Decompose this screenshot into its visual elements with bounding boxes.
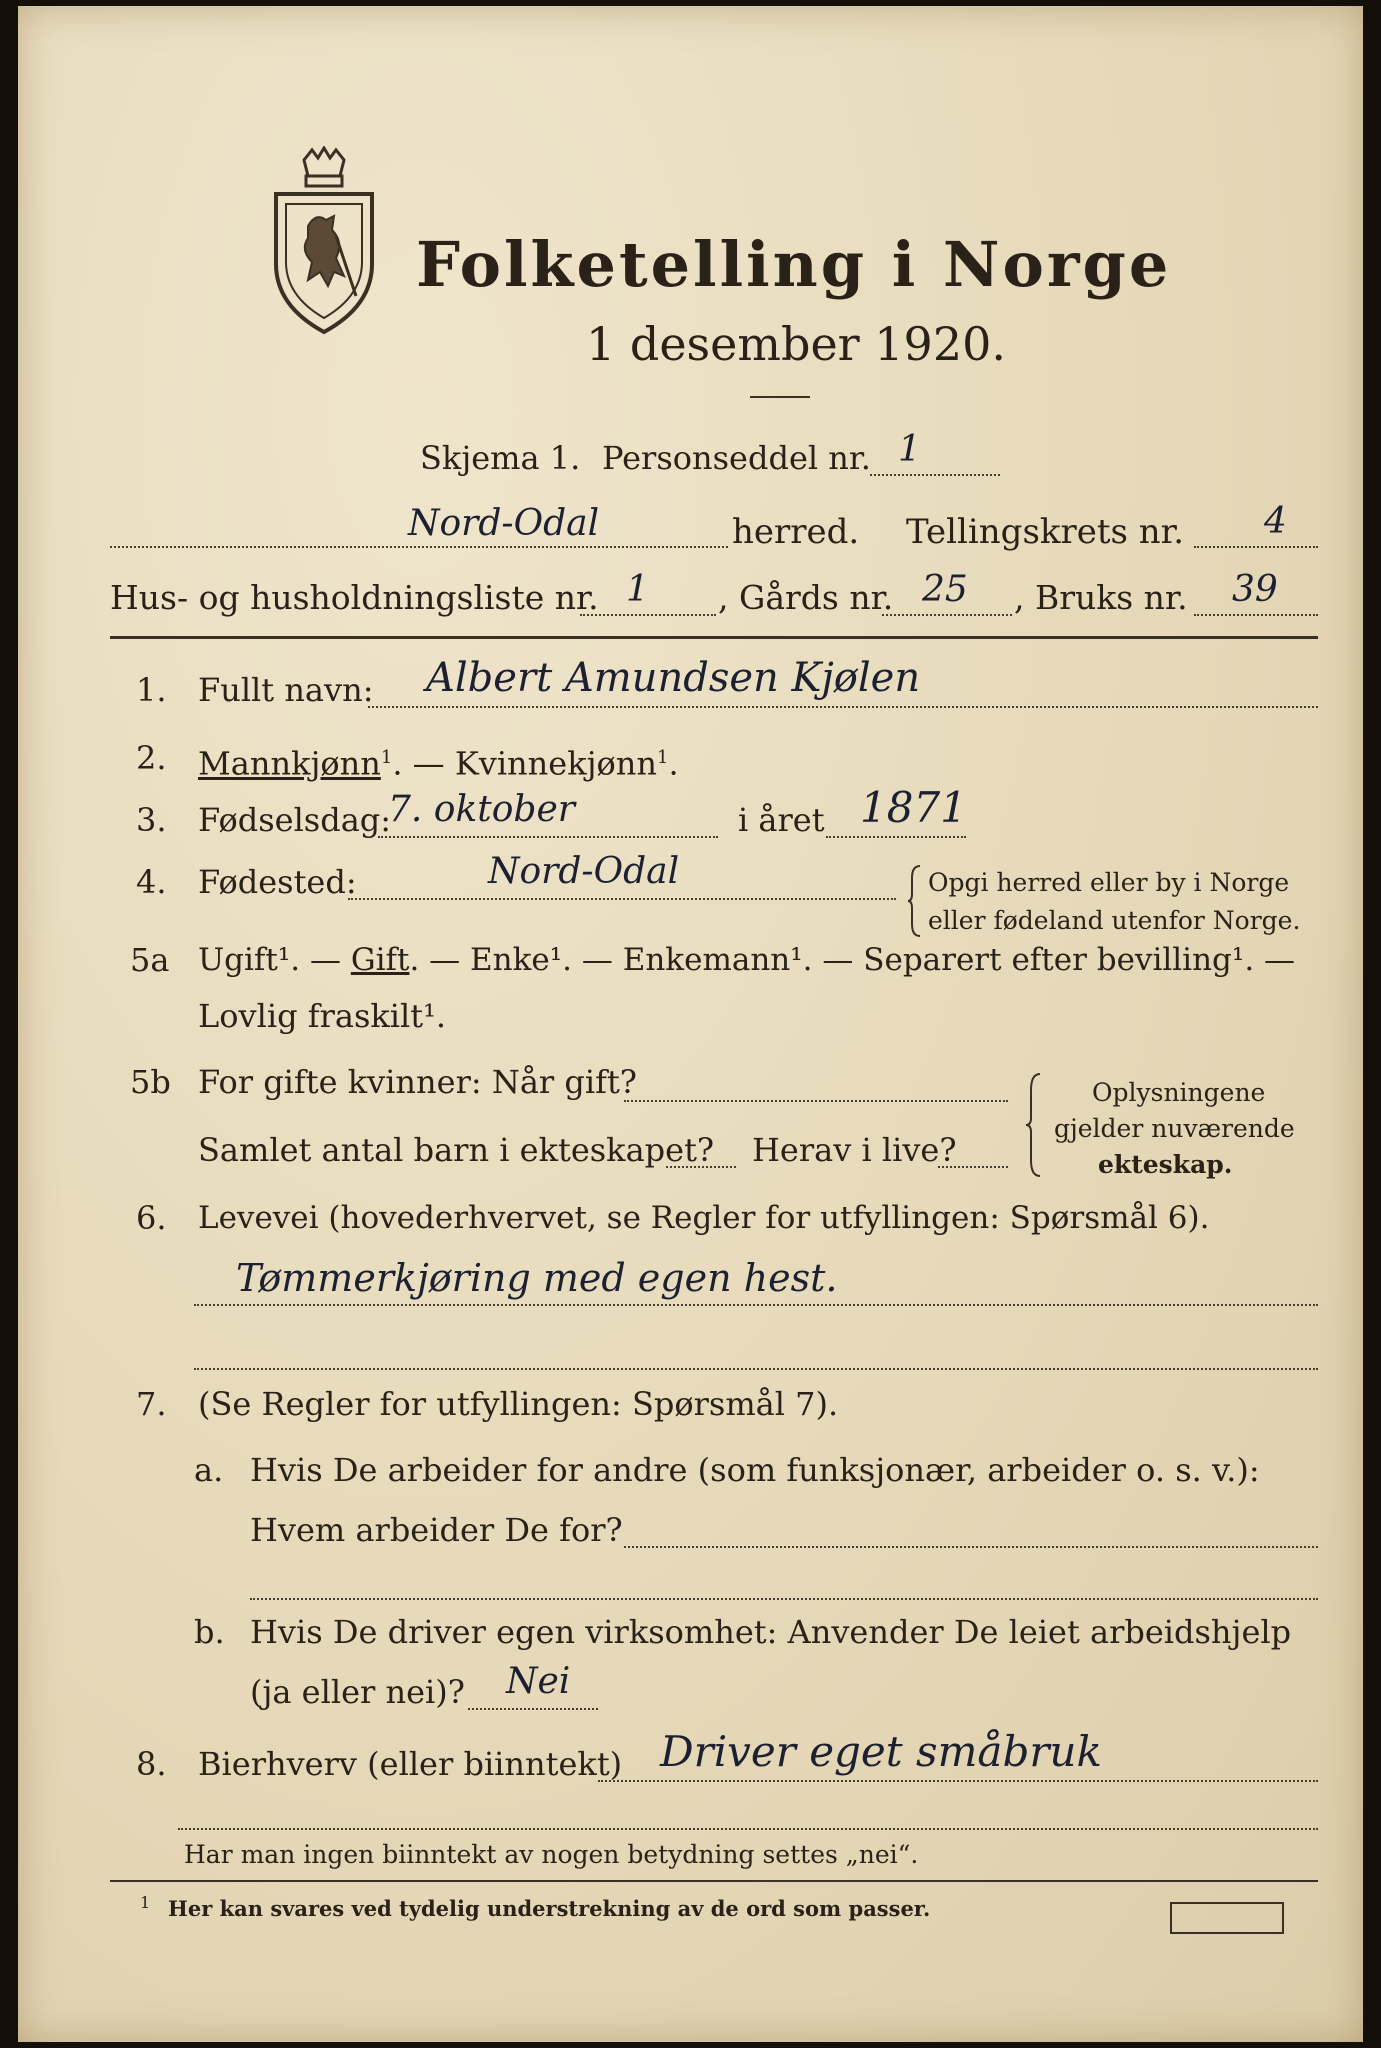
q2-footnote-mark-2: 1 xyxy=(657,747,669,768)
full-name-underline xyxy=(368,706,1318,708)
children-alive-label: Herav i live? xyxy=(752,1131,957,1169)
birth-year-label: i året xyxy=(738,801,825,839)
q4-note-brace xyxy=(908,864,924,938)
title-rule xyxy=(750,396,810,398)
married-when-field[interactable] xyxy=(624,1100,1008,1102)
q7a-label-line2: Hvem arbeider De for? xyxy=(250,1511,623,1549)
husliste-underline xyxy=(580,614,716,616)
q4-note-line1: Opgi herred eller by i Norge xyxy=(928,868,1290,897)
personseddel-label: Personseddel nr. xyxy=(602,439,871,477)
q3-number: 3. xyxy=(136,801,167,839)
q5b-note-line1: Oplysningene xyxy=(1092,1078,1266,1107)
q1-number: 1. xyxy=(136,671,167,709)
side-income-underline xyxy=(598,1780,1318,1782)
norwegian-coat-of-arms-icon xyxy=(264,146,384,336)
q8-note: Har man ingen biinntekt av nogen betydning settes „nei“. xyxy=(184,1840,919,1869)
herred-leader xyxy=(110,546,728,548)
marital-option-fraskilt[interactable]: Lovlig fraskilt¹. xyxy=(198,997,447,1035)
q7b-label-line1: Hvis De driver egen virksomhet: Anvender De leiet arbeidshjelp xyxy=(250,1613,1292,1651)
q5a-sep: ¹. — xyxy=(277,942,351,978)
q4-number: 4. xyxy=(136,863,167,901)
employer-underline-2 xyxy=(250,1598,1318,1600)
husliste-field[interactable]: 1 xyxy=(626,569,649,610)
q5b-note-brace xyxy=(1026,1072,1044,1178)
occupation-field[interactable]: Tømmerkjøring med egen hest. xyxy=(236,1256,838,1300)
occupation-underline-2 xyxy=(194,1368,1318,1370)
gards-underline xyxy=(882,614,1012,616)
marital-option-gift[interactable]: Gift xyxy=(350,942,410,978)
full-name-field[interactable]: Albert Amundsen Kjølen xyxy=(426,655,921,701)
q7b-label-line2: (ja eller nei)? xyxy=(250,1673,465,1711)
personseddel-field[interactable]: 1 xyxy=(898,429,921,470)
q5b-note-line3: ekteskap. xyxy=(1098,1150,1233,1179)
bruks-underline xyxy=(1194,614,1318,616)
birthplace-field[interactable]: Nord-Odal xyxy=(488,851,680,892)
birthdate-field[interactable]: 7. oktober xyxy=(388,789,575,830)
form-title: Folketelling i Norge xyxy=(416,228,1172,301)
q6-number: 6. xyxy=(136,1199,167,1237)
personseddel-underline xyxy=(870,474,1000,476)
gards-field[interactable]: 25 xyxy=(922,569,968,610)
children-count-label: Samlet antal barn i ekteskapet? xyxy=(198,1131,715,1169)
q5a-marital-line xyxy=(198,940,1295,980)
q2-gender-line xyxy=(198,738,679,784)
birth-year-underline xyxy=(826,836,966,838)
q5a-rest: . — Enke¹. — Enkemann¹. — Separert efter bevilling¹. — xyxy=(409,942,1296,978)
q4-note-line2: eller fødeland utenfor Norge. xyxy=(928,906,1301,935)
q7b-letter: b. xyxy=(194,1613,225,1651)
birthplace-underline xyxy=(348,898,896,900)
q7a-letter: a. xyxy=(194,1451,224,1489)
q7-number: 7. xyxy=(136,1385,167,1423)
q7a-label-line1: Hvis De arbeider for andre (som funksjonær, arbeider o. s. v.): xyxy=(250,1451,1260,1489)
q5b-note-line2: gjelder nuværende xyxy=(1054,1114,1295,1143)
skjema-label: Skjema 1. xyxy=(420,439,581,477)
footnote-text: Her kan svares ved tydelig understrekning av de ord som passer. xyxy=(168,1896,931,1921)
q7-label: (Se Regler for utfyllingen: Spørsmål 7). xyxy=(198,1385,839,1423)
form-date: 1 desember 1920. xyxy=(586,317,1006,371)
occupation-underline-1 xyxy=(194,1304,1318,1306)
side-income-field[interactable]: Driver eget småbruk xyxy=(660,1727,1102,1776)
q5b-number: 5b xyxy=(130,1063,171,1101)
q2-footnote-mark-1: 1 xyxy=(380,747,393,768)
gender-option-male[interactable]: Mannkjønn xyxy=(198,744,381,783)
married-when-label: For gifte kvinner: Når gift? xyxy=(198,1063,637,1101)
q2-separator: . — xyxy=(392,744,455,783)
q6-label: Levevei (hovederhvervet, se Regler for utfyllingen: Spørsmål 6). xyxy=(198,1200,1210,1236)
employer-field[interactable] xyxy=(624,1546,1318,1548)
herred-label: herred. xyxy=(732,512,860,552)
tellingskrets-field[interactable]: 4 xyxy=(1264,501,1287,542)
hired-help-underline xyxy=(468,1708,598,1710)
children-count-field[interactable] xyxy=(666,1166,736,1168)
gards-label: , Gårds nr. xyxy=(718,578,894,617)
q8-number: 8. xyxy=(136,1745,167,1783)
footnote-rule xyxy=(110,1880,1318,1882)
tellingskrets-label: Tellingskrets nr. xyxy=(906,512,1185,552)
q2-end: . xyxy=(668,744,679,783)
q3-label: Fødselsdag: xyxy=(198,801,392,839)
herred-field[interactable]: Nord-Odal xyxy=(408,503,600,544)
husliste-label: Hus- og husholdningsliste nr. xyxy=(110,578,599,617)
bruks-label: , Bruks nr. xyxy=(1014,578,1188,617)
census-form-page xyxy=(18,6,1363,2042)
bruks-field[interactable]: 39 xyxy=(1232,569,1278,610)
q5a-number: 5a xyxy=(130,941,170,979)
tellingskrets-underline xyxy=(1194,546,1318,548)
children-alive-field[interactable] xyxy=(938,1166,1008,1168)
gender-option-female[interactable]: Kvinnekjønn xyxy=(454,744,657,783)
birth-year-field[interactable]: 1871 xyxy=(860,783,967,832)
marital-option-ugift[interactable]: Ugift xyxy=(198,942,278,978)
q8-label: Bierhverv (eller biinntekt) xyxy=(198,1745,623,1783)
q2-number: 2. xyxy=(136,739,167,777)
footnote-mark: 1 xyxy=(140,1893,151,1912)
birthdate-underline xyxy=(378,836,718,838)
hired-help-field[interactable]: Nei xyxy=(506,1661,571,1702)
side-income-underline-2 xyxy=(178,1828,1318,1830)
q4-label: Fødested: xyxy=(198,863,357,901)
q1-label: Fullt navn: xyxy=(198,671,374,709)
printer-stamp xyxy=(1170,1902,1284,1934)
header-rule xyxy=(110,636,1318,639)
